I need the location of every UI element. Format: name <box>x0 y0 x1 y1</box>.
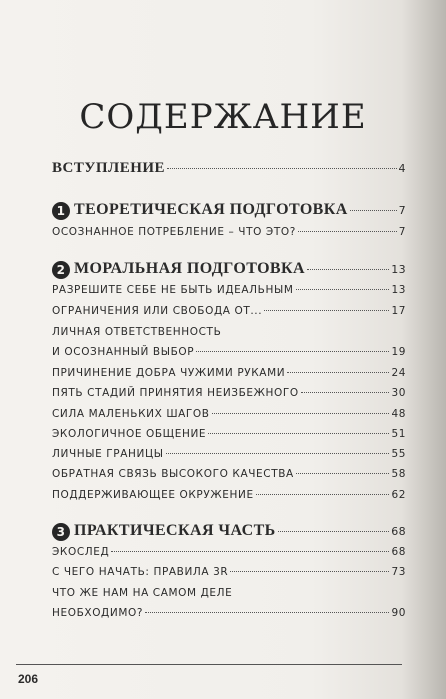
toc-part-label: ТЕОРЕТИЧЕСКАЯ ПОДГОТОВКА <box>74 201 348 218</box>
toc-part-3[interactable] <box>52 522 406 540</box>
toc-item-label: ЭКОЛОГИЧНОЕ ОБЩЕНИЕ <box>52 428 207 440</box>
toc-item[interactable] <box>52 284 406 296</box>
toc-item[interactable] <box>52 387 406 399</box>
part-number-badge: 3 <box>52 523 70 541</box>
toc-item-label: И ОСОЗНАННЫЙ ВЫБОР <box>52 346 195 358</box>
toc-item-label: ПРИЧИНЕНИЕ ДОБРА ЧУЖИМИ РУКАМИ <box>52 367 286 379</box>
dot-leader <box>167 168 396 169</box>
toc-item-label: ЧТО ЖЕ НАМ НА САМОМ ДЕЛЕ <box>52 587 233 599</box>
dot-leader <box>301 392 390 393</box>
dot-leader <box>208 433 389 434</box>
dot-leader <box>230 571 389 572</box>
toc-item[interactable] <box>52 367 406 379</box>
dot-leader <box>296 289 390 290</box>
dot-leader <box>264 310 389 311</box>
toc-item[interactable] <box>52 489 406 501</box>
toc-item-page: 68 <box>391 546 406 558</box>
toc-item-label: ПОДДЕРЖИВАЮЩЕЕ ОКРУЖЕНИЕ <box>52 489 254 501</box>
footer-rule <box>16 664 402 665</box>
dot-leader <box>145 612 389 613</box>
dot-leader <box>166 453 390 454</box>
toc-item-label: С ЧЕГО НАЧАТЬ: ПРАВИЛА 3R <box>52 566 229 578</box>
dot-leader <box>350 210 397 211</box>
toc-item-page: 24 <box>391 367 406 379</box>
toc-item[interactable] <box>52 408 406 420</box>
dot-leader <box>298 231 397 232</box>
toc-intro-page: 4 <box>398 162 406 175</box>
toc-item[interactable] <box>52 226 406 238</box>
toc-item-label: ОГРАНИЧЕНИЯ ИЛИ СВОБОДА ОТ... <box>52 305 263 317</box>
toc-item[interactable] <box>52 428 406 440</box>
toc-item-page: 51 <box>391 428 406 440</box>
toc-part-label: ПРАКТИЧЕСКАЯ ЧАСТЬ <box>74 522 276 539</box>
toc-part-label: МОРАЛЬНАЯ ПОДГОТОВКА <box>74 260 305 277</box>
toc-item-label: ЛИЧНАЯ ОТВЕТСТВЕННОСТЬ <box>52 326 222 338</box>
dot-leader <box>212 413 390 414</box>
toc-item[interactable] <box>52 448 406 460</box>
toc-item-label: РАЗРЕШИТЕ СЕБЕ НЕ БЫТЬ ИДЕАЛЬНЫМ <box>52 284 294 296</box>
toc-item-label: ПЯТЬ СТАДИЙ ПРИНЯТИЯ НЕИЗБЕЖНОГО <box>52 387 299 399</box>
toc-item-page: 13 <box>391 284 406 296</box>
part-number-badge: 1 <box>52 202 70 220</box>
toc-item-label: ЭКОСЛЕД <box>52 546 110 558</box>
toc-item[interactable] <box>52 607 406 619</box>
toc-item[interactable] <box>52 468 406 480</box>
toc-part-2[interactable] <box>52 260 406 278</box>
toc-part-page: 68 <box>391 525 406 538</box>
toc-item[interactable] <box>52 546 406 558</box>
toc-item-label: ОБРАТНАЯ СВЯЗЬ ВЫСОКОГО КАЧЕСТВА <box>52 468 294 480</box>
toc-item-page: 73 <box>391 566 406 578</box>
toc-part-1[interactable] <box>52 201 406 219</box>
dot-leader <box>196 351 389 352</box>
page-title: СОДЕРЖАНИЕ <box>79 97 367 137</box>
dot-leader <box>287 372 389 373</box>
toc-item-page: 58 <box>391 468 406 480</box>
toc-item-page: 55 <box>391 448 406 460</box>
toc-item-label: НЕОБХОДИМО? <box>52 607 144 619</box>
toc-item-page: 62 <box>391 489 406 501</box>
toc-item[interactable] <box>52 346 406 358</box>
dot-leader <box>296 473 390 474</box>
toc-item-page: 90 <box>391 607 406 619</box>
page-number: 206 <box>18 672 39 686</box>
toc-item-line[interactable] <box>52 326 406 338</box>
toc-item[interactable] <box>52 305 406 317</box>
dot-leader <box>278 531 390 532</box>
toc-intro[interactable] <box>52 160 406 177</box>
dot-leader <box>307 269 389 270</box>
toc-item-label: ОСОЗНАННОЕ ПОТРЕБЛЕНИЕ – ЧТО ЭТО? <box>52 226 296 238</box>
toc-item-page: 19 <box>391 346 406 358</box>
dot-leader <box>256 494 390 495</box>
toc-item-line[interactable] <box>52 587 406 599</box>
toc-intro-label: ВСТУПЛЕНИЕ <box>52 160 166 176</box>
toc-item-label: СИЛА МАЛЕНЬКИХ ШАГОВ <box>52 408 210 420</box>
toc-item-label: ЛИЧНЫЕ ГРАНИЦЫ <box>52 448 164 460</box>
toc-item-page: 30 <box>391 387 406 399</box>
toc-part-page: 7 <box>398 204 406 217</box>
dot-leader <box>111 551 389 552</box>
part-number-badge: 2 <box>52 261 70 279</box>
toc-item-page: 7 <box>398 226 406 238</box>
toc-item-page: 17 <box>391 305 406 317</box>
toc-item-page: 48 <box>391 408 406 420</box>
toc-item[interactable] <box>52 566 406 578</box>
toc-part-page: 13 <box>391 263 406 276</box>
